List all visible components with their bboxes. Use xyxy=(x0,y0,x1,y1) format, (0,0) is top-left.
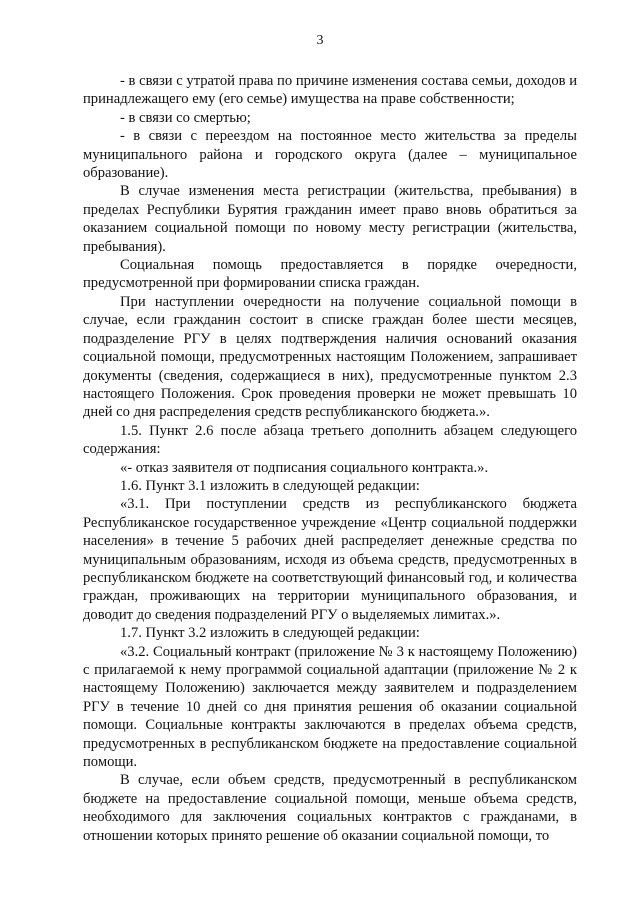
paragraph: При наступлении очередности на получение социальной помощи в случае, если гражданин состоит в списке граждан более шести месяцев, подразделение РГУ в целях подтверждения наличия оснований оказания социальной помощи, предусмотренных настоящим Положением, запрашивает документы (сведения, содержащиеся в них), предусмотренные пунктом 2.3 настоящего Положения. Срок проведения проверки не может превышать 10 дней со дня распределения средств республиканского бюджета.». xyxy=(83,293,577,421)
paragraph: «3.2. Социальный контракт (приложение № 3 к настоящему Положению) с прилагаемой к нему программой социальной адаптации (приложение № 2 к настоящему Положению) заключается между заявителем и подразделением РГУ в течение 10 дней со дня принятия решения об оказании социальной помощи. Социальные контракты заключаются в пределах объема средств, предусмотренных в республиканском бюджете на предоставление социальной помощи. xyxy=(83,643,577,771)
paragraph: «- отказ заявителя от подписания социального контракта.». xyxy=(120,459,489,476)
paragraph: В случае изменения места регистрации (жительства, пребывания) в пределах Республики Бурятия гражданин имеет право вновь обратиться за оказанием социальной помощи по новому месту регистрации (жительства, пребывания). xyxy=(83,183,577,255)
paragraph: 1.7. Пункт 3.2 изложить в следующей редакции: xyxy=(120,625,420,642)
paragraph: Социальная помощь предоставляется в порядке очередности, предусмотренной при формировании списка граждан. xyxy=(83,257,577,292)
paragraph: «3.1. При поступлении средств из республиканского бюджета Республиканское государственное учреждение «Центр социальной поддержки населения» в течение 5 рабочих дней распределяет денежные средства по муниципальным образованиям, исходя из объема средств, предусмотренных в республиканском бюджете на соответствующий финансовый год, и количества граждан, проживающих на территории муниципального образования, и доводит до сведения подразделений РГУ о выделяемых лимитах.». xyxy=(83,496,577,623)
document-body xyxy=(83,72,577,845)
paragraph: - в связи со смертью; xyxy=(120,109,251,126)
paragraph: В случае, если объем средств, предусмотренный в республиканском бюджете на предоставление социальной помощи, меньше объема средств, необходимого для заключения социальных контрактов с гражданами, в отношении которых принято решение об оказании социальной помощи, то xyxy=(83,772,577,844)
paragraph: - в связи с переездом на постоянное место жительства за пределы муниципального района и городского округа (далее – муниципальное образование). xyxy=(83,128,577,182)
paragraph: 1.5. Пункт 2.6 после абзаца третьего дополнить абзацем следующего содержания: xyxy=(83,422,577,458)
paragraph: - в связи с утратой права по причине изменения состава семьи, доходов и принадлежащего ему (его семье) имущества на праве собственности; xyxy=(83,73,577,108)
paragraph: 1.6. Пункт 3.1 изложить в следующей редакции: xyxy=(120,477,420,494)
page-number: 3 xyxy=(316,33,324,48)
